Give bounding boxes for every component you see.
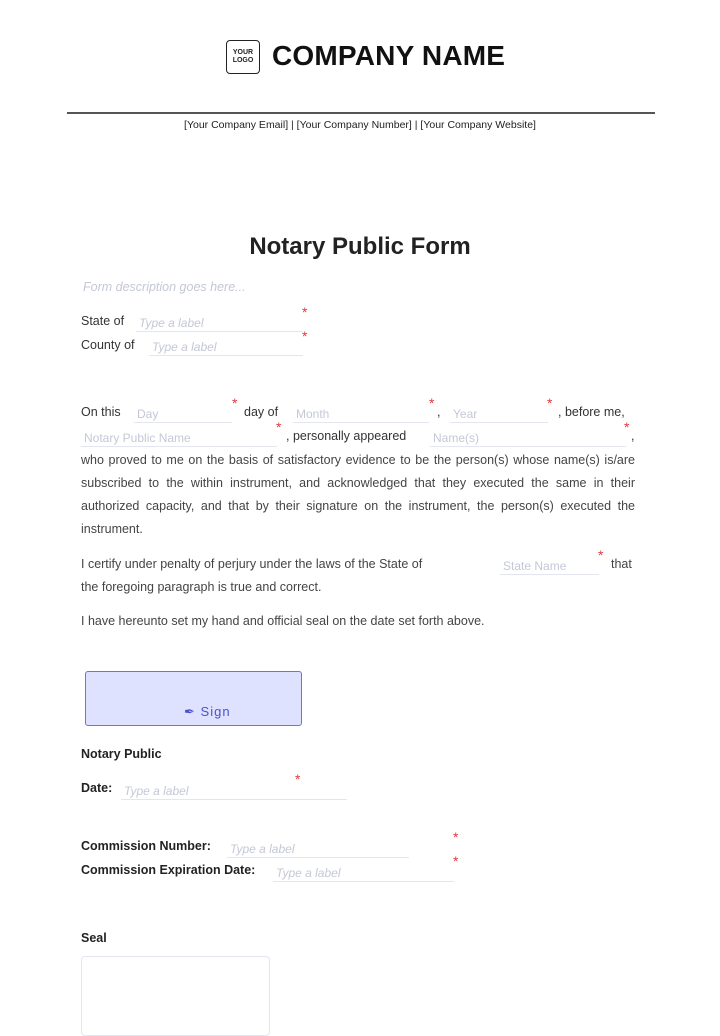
commission-expiration-field[interactable]: [273, 864, 454, 882]
certify-text-continued: the foregoing paragraph is true and correct.: [81, 580, 322, 594]
state-field[interactable]: [136, 314, 302, 332]
county-required-mark: *: [302, 328, 308, 344]
names-required-mark: *: [624, 419, 630, 435]
sign-label: [184, 704, 231, 720]
month-placeholder: Month: [296, 407, 330, 421]
notary-name-required-mark: *: [276, 419, 282, 435]
state-name-placeholder: State Name: [503, 559, 567, 573]
notary-public-label: Notary Public: [81, 747, 162, 761]
header-divider: [67, 112, 655, 114]
county-field[interactable]: [149, 338, 303, 356]
logo-text: YOUR LOGO: [232, 49, 254, 64]
company-contact-line: [Your Company Email] | [Your Company Number] | [Your Company Website]: [184, 119, 536, 131]
before-me-label: , before me,: [558, 405, 625, 419]
commission-expiration-label: Commission Expiration Date:: [81, 863, 256, 877]
notary-name-field[interactable]: [81, 429, 277, 447]
state-name-field[interactable]: [500, 557, 599, 575]
form-title: Notary Public Form: [249, 233, 471, 260]
month-field[interactable]: [293, 405, 429, 423]
commission-number-field[interactable]: [227, 840, 409, 858]
month-required-mark: *: [429, 395, 435, 411]
year-placeholder: Year: [453, 407, 478, 421]
on-this-label: On this: [81, 405, 121, 419]
date-required-mark: *: [295, 771, 301, 787]
that-label: that: [611, 557, 632, 571]
signature-icon: ✒: [184, 704, 196, 719]
commission-number-label: Commission Number:: [81, 839, 211, 853]
commission-expiration-required-mark: *: [453, 853, 459, 869]
day-field[interactable]: [134, 405, 232, 423]
seal-label: Seal: [81, 931, 107, 945]
personally-appeared-label: , personally appeared: [286, 429, 407, 443]
day-placeholder: Day: [137, 407, 159, 421]
seal-upload-box[interactable]: [81, 956, 270, 1036]
date-placeholder: Type a label: [124, 784, 189, 798]
date-label: Date:: [81, 781, 113, 795]
signature-box[interactable]: [85, 671, 302, 726]
state-name-required-mark: *: [598, 547, 604, 563]
company-logo: [226, 40, 260, 74]
county-label: County of: [81, 338, 135, 352]
state-placeholder: Type a label: [139, 316, 204, 330]
notary-name-placeholder: Notary Public Name: [84, 431, 191, 445]
commission-expiration-placeholder: Type a label: [276, 866, 341, 880]
year-required-mark: *: [547, 395, 553, 411]
hand-seal-statement: I have hereunto set my hand and official seal on the date set forth above.: [81, 614, 485, 628]
county-placeholder: Type a label: [152, 340, 217, 354]
state-required-mark: *: [302, 304, 308, 320]
date-field[interactable]: [121, 782, 347, 800]
acknowledgment-paragraph: who proved to me on the basis of satisfactory evidence to be the person(s) whose name(s) is/are subscribed to the within instrument, and acknowledged that they executed the same in their authorized capacity, and that by their signature on the instrument, the person(s) executed the instrument.: [81, 453, 635, 536]
trailing-comma: ,: [631, 429, 635, 443]
names-placeholder: Name(s): [433, 431, 480, 445]
day-of-label: day of: [244, 405, 279, 419]
sign-label-text: Sign: [200, 704, 231, 719]
commission-number-required-mark: *: [453, 829, 459, 845]
state-label: State of: [81, 314, 125, 328]
company-name: COMPANY NAME: [272, 40, 506, 71]
commission-number-placeholder: Type a label: [230, 842, 295, 856]
day-required-mark: *: [232, 395, 238, 411]
certify-text: I certify under penalty of perjury under the laws of the State of: [81, 557, 423, 571]
comma-separator: ,: [437, 405, 441, 419]
form-description[interactable]: Form description goes here...: [83, 280, 246, 294]
year-field[interactable]: [450, 405, 548, 423]
names-field[interactable]: [430, 429, 626, 447]
